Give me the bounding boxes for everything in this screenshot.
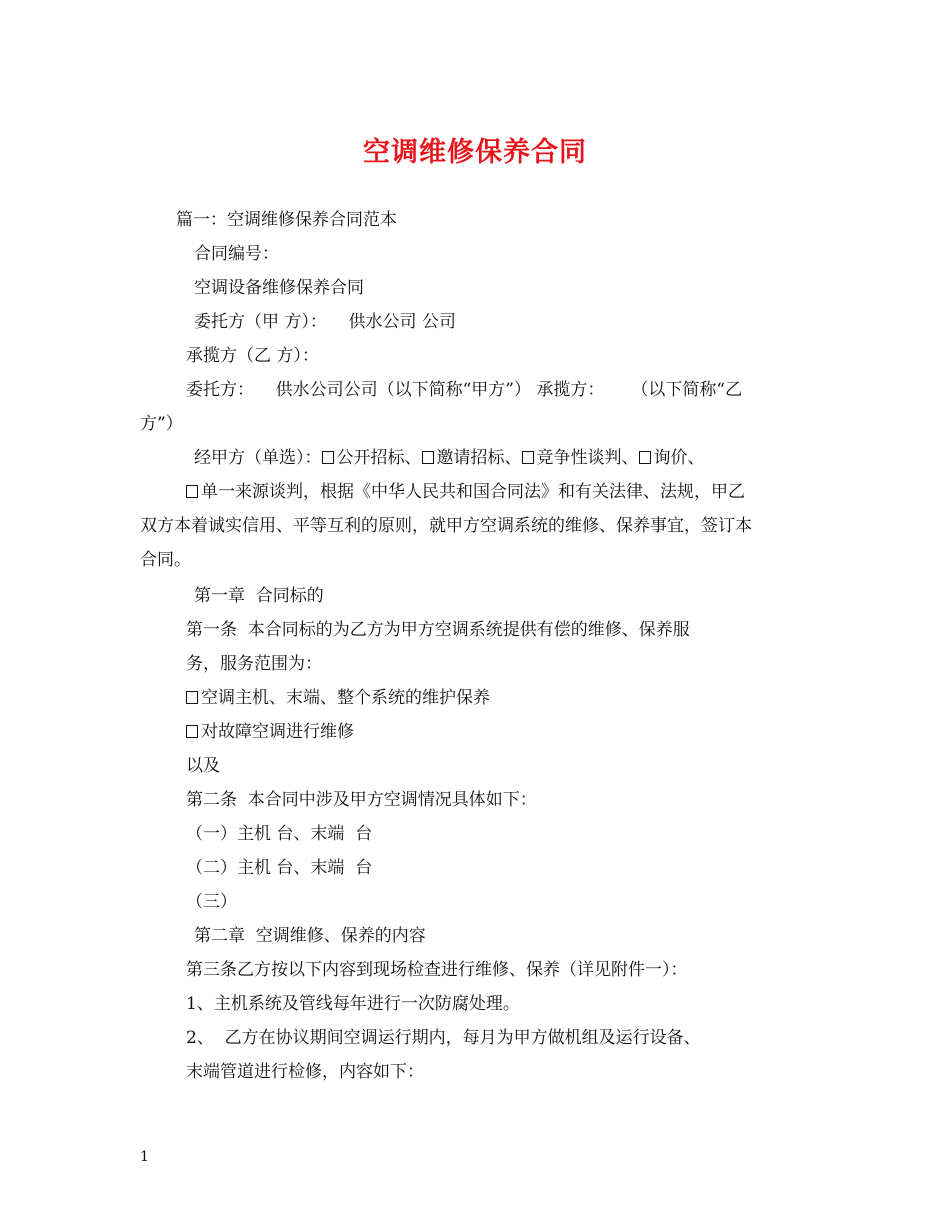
body-line: 合同。 — [140, 550, 191, 570]
body-line: 方”） — [140, 414, 183, 434]
article-line: 第二条 本合同中涉及甲方空调情况具体如下： — [186, 790, 537, 810]
body-line — [186, 480, 745, 504]
body-line: 1、主机系统及管线每年进行一次防腐处理。 — [186, 994, 520, 1014]
checkbox-icon[interactable] — [422, 451, 434, 464]
checkbox-icon[interactable] — [522, 451, 534, 464]
body-line: （二）主机 台、末端 台 — [186, 858, 373, 878]
body-line: 务，服务范围为： — [186, 654, 322, 674]
option-label: 竞争性谈判、 — [536, 448, 639, 468]
body-line: 委托方（甲 方）： 供水公司 公司 — [194, 312, 456, 332]
scope-option — [186, 686, 490, 710]
option-label: 空调主机、末端、整个系统的维护保养 — [201, 688, 490, 708]
chapter-heading: 第一章 合同标的 — [194, 586, 324, 606]
body-line: 空调设备维修保养合同 — [194, 278, 364, 298]
option-label: 询价、 — [653, 448, 705, 468]
body-line: 以及 — [186, 756, 220, 776]
checkbox-icon[interactable] — [186, 485, 198, 498]
body-line: 承揽方（乙 方）： — [186, 346, 319, 366]
page-number: 1 — [140, 1149, 149, 1165]
option-label: 邀请招标、 — [436, 448, 522, 468]
option-label: 公开招标、 — [336, 448, 422, 468]
body-text: 经甲方（单选）： — [194, 448, 322, 468]
article-line: 第一条 本合同标的为乙方为甲方空调系统提供有偿的维修、保养服 — [186, 620, 690, 640]
document-title: 空调维修保养合同 — [363, 137, 587, 168]
checkbox-icon[interactable] — [186, 725, 198, 738]
body-line: 2、 乙方在协议期间空调运行期内，每月为甲方做机组及运行设备、 — [186, 1028, 701, 1048]
scope-option — [186, 720, 354, 744]
checkbox-icon[interactable] — [639, 451, 651, 464]
body-line: （三） — [186, 892, 237, 912]
body-text: 单一来源谈判，根据《中华人民共和国合同法》和有关法律、法规，甲乙 — [201, 482, 745, 502]
body-line: 末端管道进行检修，内容如下： — [186, 1062, 424, 1082]
option-label: 对故障空调进行维修 — [201, 722, 354, 742]
article-line: 第三条乙方按以下内容到现场检查进行维修、保养（详见附件一）： — [186, 960, 688, 980]
body-line: （一）主机 台、末端 台 — [186, 824, 373, 844]
body-line: 委托方： 供水公司公司（以下简称“甲方”） 承揽方： （以下简称“乙 — [186, 380, 743, 400]
procurement-options-line — [194, 446, 705, 470]
body-line: 双方本着诚实信用、平等互利的原则，就甲方空调系统的维修、保养事宜，签订本 — [140, 516, 752, 536]
chapter-heading: 第二章 空调维修、保养的内容 — [194, 926, 426, 946]
checkbox-icon[interactable] — [186, 691, 198, 704]
body-line: 合同编号： — [194, 244, 279, 264]
checkbox-icon[interactable] — [322, 451, 334, 464]
body-line: 篇一：空调维修保养合同范本 — [176, 210, 397, 230]
